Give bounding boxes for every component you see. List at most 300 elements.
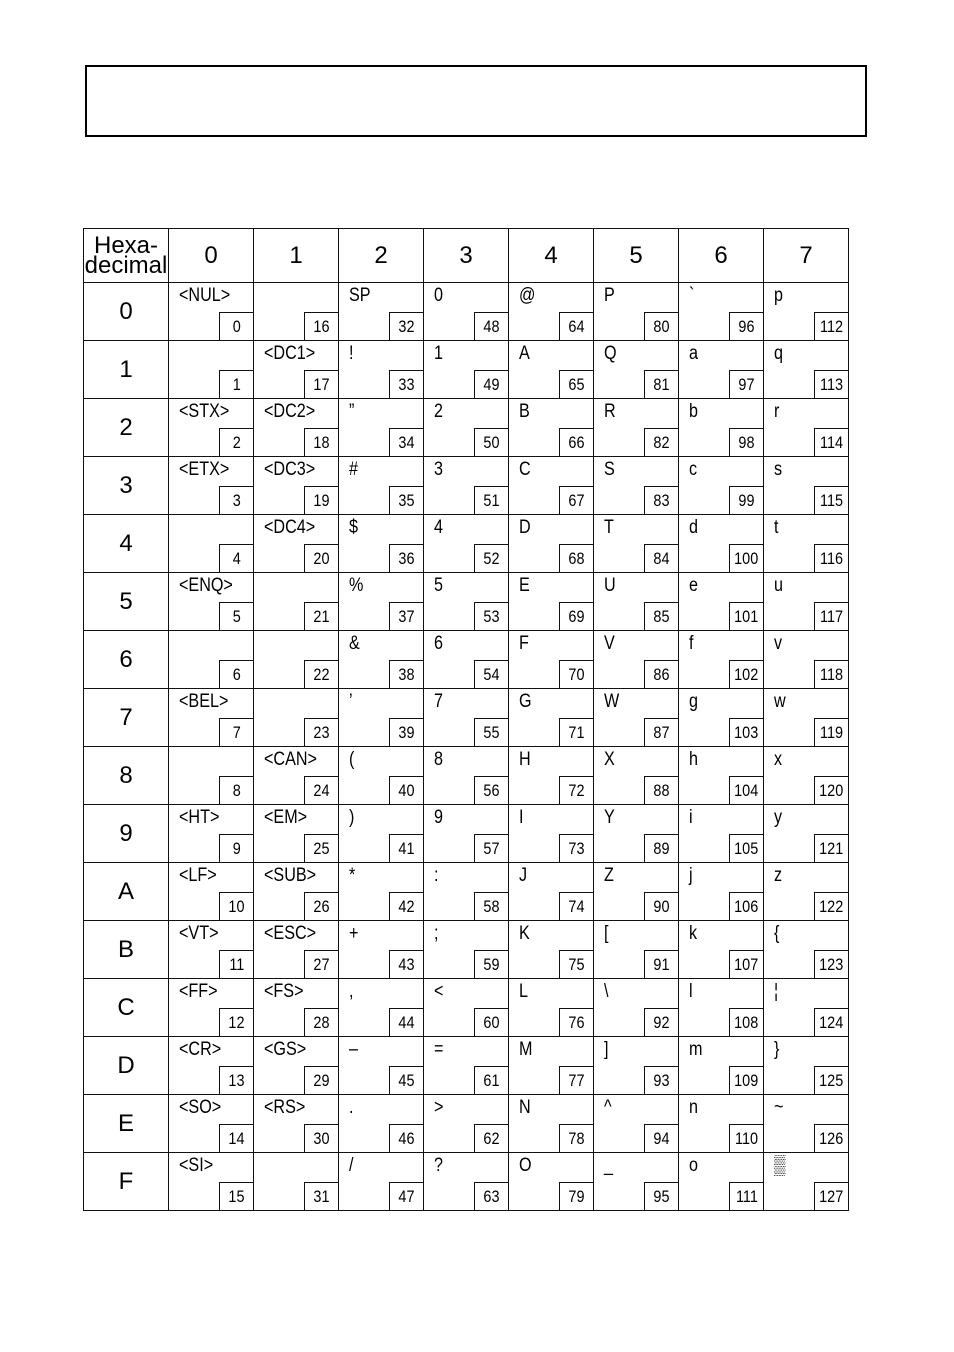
decimal-code-box — [559, 370, 593, 398]
code-cell — [679, 573, 764, 631]
code-cell — [679, 805, 764, 863]
decimal-code: 115 — [819, 491, 844, 510]
code-cell — [254, 515, 339, 573]
character-label: <NUL> — [179, 285, 231, 306]
character-label: <HT> — [179, 807, 220, 828]
decimal-code-box — [389, 1182, 423, 1210]
decimal-code: 68 — [568, 549, 585, 568]
decimal-code: 122 — [819, 897, 844, 916]
code-cell — [169, 631, 254, 689]
character-label: H — [519, 749, 531, 770]
decimal-code: 27 — [313, 955, 330, 974]
code-cell — [254, 1037, 339, 1095]
code-cell — [254, 283, 339, 341]
decimal-code: 36 — [398, 549, 415, 568]
code-cell — [679, 689, 764, 747]
code-cell — [339, 689, 424, 747]
character-label: x — [774, 749, 783, 770]
character-label: s — [774, 459, 783, 480]
decimal-code-box — [389, 428, 423, 456]
character-label: <DC2> — [264, 401, 316, 422]
decimal-code: 0 — [232, 317, 241, 336]
decimal-code-box — [644, 544, 678, 572]
decimal-code-box — [559, 486, 593, 514]
decimal-code: 44 — [398, 1013, 415, 1032]
code-cell — [339, 573, 424, 631]
character-label: j — [689, 865, 693, 886]
decimal-code-box — [559, 776, 593, 804]
table-row — [84, 399, 849, 457]
decimal-code-box — [814, 1066, 848, 1094]
code-cell — [509, 979, 594, 1037]
code-cell — [169, 399, 254, 457]
character-label: I — [519, 807, 524, 828]
decimal-code: 112 — [819, 317, 844, 336]
character-label: 9 — [434, 807, 443, 828]
table-row — [84, 631, 849, 689]
decimal-code-box — [219, 486, 253, 514]
decimal-code-box — [304, 718, 338, 746]
decimal-code-box — [389, 776, 423, 804]
decimal-code-box — [814, 776, 848, 804]
code-cell — [509, 921, 594, 979]
character-label: 3 — [434, 459, 443, 480]
code-cell — [339, 283, 424, 341]
decimal-code: 64 — [568, 317, 585, 336]
table-row — [84, 341, 849, 399]
code-cell — [679, 1153, 764, 1211]
code-cell — [509, 573, 594, 631]
table-row — [84, 805, 849, 863]
decimal-code-box — [474, 1066, 508, 1094]
decimal-code: 45 — [398, 1071, 415, 1090]
character-label: F — [519, 633, 529, 654]
character-label: < — [434, 981, 444, 1002]
decimal-code: 55 — [483, 723, 500, 742]
decimal-code: 30 — [313, 1129, 330, 1148]
decimal-code-box — [729, 428, 763, 456]
character-label: K — [519, 923, 530, 944]
decimal-code: 62 — [483, 1129, 500, 1148]
character-label: M — [519, 1039, 533, 1060]
character-label: <FS> — [264, 981, 304, 1002]
decimal-code: 37 — [398, 607, 415, 626]
table-row — [84, 515, 849, 573]
table-row — [84, 283, 849, 341]
code-cell — [424, 863, 509, 921]
character-label: <CAN> — [264, 749, 317, 770]
decimal-code-box — [814, 892, 848, 920]
decimal-code: 71 — [568, 723, 585, 742]
character-label: S — [604, 459, 615, 480]
code-cell — [594, 399, 679, 457]
decimal-code: 81 — [653, 375, 670, 394]
code-cell — [679, 515, 764, 573]
table-row — [84, 1095, 849, 1153]
character-label: w — [774, 691, 786, 712]
code-cell — [254, 399, 339, 457]
decimal-code: 83 — [653, 491, 670, 510]
character-label: ) — [349, 807, 355, 828]
decimal-code: 35 — [398, 491, 415, 510]
decimal-code-box — [389, 660, 423, 688]
character-label: ; — [434, 923, 439, 944]
code-cell — [679, 979, 764, 1037]
code-cell — [424, 399, 509, 457]
character-label: U — [604, 575, 616, 596]
character-label: f — [689, 633, 694, 654]
decimal-code: 107 — [734, 955, 759, 974]
decimal-code: 98 — [738, 433, 755, 452]
code-cell — [254, 1095, 339, 1153]
decimal-code-box — [304, 660, 338, 688]
code-cell — [424, 921, 509, 979]
character-label: > — [434, 1097, 444, 1118]
decimal-code: 116 — [819, 549, 844, 568]
decimal-code: 9 — [232, 839, 241, 858]
character-label: u — [774, 575, 783, 596]
decimal-code: 19 — [313, 491, 330, 510]
code-cell — [594, 863, 679, 921]
code-cell — [254, 805, 339, 863]
column-header: 3 — [424, 229, 509, 283]
code-cell — [339, 341, 424, 399]
code-cell — [509, 631, 594, 689]
decimal-code: 127 — [819, 1187, 844, 1206]
decimal-code: 67 — [568, 491, 585, 510]
row-header: 6 — [84, 631, 169, 689]
decimal-code: 121 — [819, 839, 844, 858]
decimal-code: 82 — [653, 433, 670, 452]
decimal-code-box — [474, 1182, 508, 1210]
row-header: C — [84, 979, 169, 1037]
decimal-code-box — [559, 834, 593, 862]
character-label: + — [349, 923, 359, 944]
decimal-code: 66 — [568, 433, 585, 452]
decimal-code: 26 — [313, 897, 330, 916]
code-cell — [169, 341, 254, 399]
code-cell — [764, 457, 849, 515]
row-header: D — [84, 1037, 169, 1095]
decimal-code: 108 — [734, 1013, 759, 1032]
decimal-code-box — [304, 1182, 338, 1210]
code-cell — [254, 979, 339, 1037]
code-cell — [169, 747, 254, 805]
character-label: ’ — [349, 691, 353, 712]
code-cell — [679, 283, 764, 341]
decimal-code: 105 — [734, 839, 759, 858]
code-cell — [169, 457, 254, 515]
character-label: a — [689, 343, 698, 364]
decimal-code-box — [729, 602, 763, 630]
decimal-code: 7 — [232, 723, 241, 742]
decimal-code-box — [644, 428, 678, 456]
code-cell — [424, 1153, 509, 1211]
decimal-code: 14 — [228, 1129, 245, 1148]
decimal-code-box — [729, 1124, 763, 1152]
decimal-code: 80 — [653, 317, 670, 336]
character-label: b — [689, 401, 698, 422]
column-header: 4 — [509, 229, 594, 283]
character-label: / — [349, 1155, 354, 1176]
decimal-code-box — [304, 544, 338, 572]
decimal-code-box — [644, 370, 678, 398]
character-label: 4 — [434, 517, 443, 538]
decimal-code-box — [389, 892, 423, 920]
decimal-code-box — [814, 428, 848, 456]
decimal-code-box — [219, 370, 253, 398]
row-header: 3 — [84, 457, 169, 515]
decimal-code: 53 — [483, 607, 500, 626]
decimal-code: 75 — [568, 955, 585, 974]
character-label: { — [774, 923, 780, 944]
decimal-code: 40 — [398, 781, 415, 800]
row-header: 8 — [84, 747, 169, 805]
code-cell — [424, 457, 509, 515]
decimal-code-box — [814, 602, 848, 630]
code-cell — [509, 689, 594, 747]
character-label: h — [689, 749, 698, 770]
character-label: $ — [349, 517, 358, 538]
decimal-code-box — [729, 370, 763, 398]
character-label: d — [689, 517, 698, 538]
code-cell — [764, 979, 849, 1037]
decimal-code: 33 — [398, 375, 415, 394]
code-cell — [594, 805, 679, 863]
decimal-code-box — [474, 776, 508, 804]
code-cell — [764, 573, 849, 631]
code-cell — [254, 573, 339, 631]
character-label: i — [689, 807, 693, 828]
decimal-code-box — [474, 834, 508, 862]
code-cell — [509, 457, 594, 515]
code-cell — [169, 979, 254, 1037]
decimal-code: 10 — [228, 897, 245, 916]
character-label: g — [689, 691, 698, 712]
character-label: n — [689, 1097, 698, 1118]
decimal-code: 8 — [232, 781, 241, 800]
table-row — [84, 457, 849, 515]
code-cell — [679, 457, 764, 515]
character-label: q — [774, 343, 783, 364]
decimal-code-box — [729, 544, 763, 572]
column-header: 6 — [679, 229, 764, 283]
decimal-code: 118 — [819, 665, 844, 684]
decimal-code: 31 — [313, 1187, 330, 1206]
decimal-code-box — [474, 370, 508, 398]
code-cell — [509, 341, 594, 399]
character-label: * — [349, 865, 356, 886]
decimal-code: 103 — [734, 723, 759, 742]
decimal-code: 18 — [313, 433, 330, 452]
decimal-code: 61 — [483, 1071, 500, 1090]
character-label: J — [519, 865, 528, 886]
code-cell — [339, 631, 424, 689]
decimal-code: 16 — [313, 317, 330, 336]
decimal-code-box — [644, 1124, 678, 1152]
decimal-code-box — [814, 660, 848, 688]
decimal-code: 23 — [313, 723, 330, 742]
code-cell — [764, 747, 849, 805]
decimal-code-box — [559, 602, 593, 630]
decimal-code: 99 — [738, 491, 755, 510]
column-header: 2 — [339, 229, 424, 283]
decimal-code-box — [729, 1066, 763, 1094]
code-cell — [169, 1095, 254, 1153]
decimal-code-box — [389, 312, 423, 340]
decimal-code: 119 — [819, 723, 844, 742]
decimal-code: 54 — [483, 665, 500, 684]
character-label: – — [349, 1039, 358, 1060]
character-label: 7 — [434, 691, 443, 712]
decimal-code: 1 — [232, 375, 241, 394]
character-label: G — [519, 691, 532, 712]
character-label: T — [604, 517, 614, 538]
row-header: E — [84, 1095, 169, 1153]
decimal-code: 2 — [232, 433, 241, 452]
character-label: = — [434, 1039, 444, 1060]
decimal-code-box — [304, 312, 338, 340]
decimal-code: 59 — [483, 955, 500, 974]
character-label: <DC3> — [264, 459, 316, 480]
character-label: <ETX> — [179, 459, 230, 480]
character-label: _ — [604, 1155, 613, 1176]
decimal-code-box — [304, 1066, 338, 1094]
decimal-code: 88 — [653, 781, 670, 800]
code-cell — [764, 341, 849, 399]
decimal-code-box — [814, 718, 848, 746]
decimal-code: 123 — [819, 955, 844, 974]
decimal-code: 125 — [819, 1071, 844, 1090]
character-label: <VT> — [179, 923, 219, 944]
decimal-code: 50 — [483, 433, 500, 452]
character-label: @ — [519, 285, 536, 306]
decimal-code-box — [644, 718, 678, 746]
decimal-code: 65 — [568, 375, 585, 394]
decimal-code-box — [389, 1124, 423, 1152]
code-cell — [679, 1095, 764, 1153]
code-cell — [509, 1095, 594, 1153]
character-label: 8 — [434, 749, 443, 770]
decimal-code-box — [304, 486, 338, 514]
decimal-code: 76 — [568, 1013, 585, 1032]
character-label: ▒ — [774, 1155, 786, 1176]
decimal-code-box — [814, 834, 848, 862]
code-cell — [169, 689, 254, 747]
decimal-code: 4 — [232, 549, 241, 568]
decimal-code-box — [559, 1124, 593, 1152]
character-label: ? — [434, 1155, 443, 1176]
decimal-code-box — [644, 660, 678, 688]
code-cell — [339, 921, 424, 979]
decimal-code-box — [219, 602, 253, 630]
code-cell — [764, 1095, 849, 1153]
decimal-code-box — [219, 950, 253, 978]
decimal-code-box — [219, 660, 253, 688]
code-cell — [254, 631, 339, 689]
code-cell — [679, 863, 764, 921]
decimal-code-box — [644, 776, 678, 804]
code-cell — [509, 283, 594, 341]
character-label: E — [519, 575, 530, 596]
code-cell — [509, 863, 594, 921]
decimal-code-box — [559, 1182, 593, 1210]
character-label: P — [604, 285, 615, 306]
decimal-code-box — [729, 1008, 763, 1036]
character-label: p — [774, 285, 783, 306]
decimal-code-box — [219, 892, 253, 920]
code-cell — [764, 863, 849, 921]
decimal-code: 78 — [568, 1129, 585, 1148]
decimal-code-box — [814, 1124, 848, 1152]
decimal-code: 94 — [653, 1129, 670, 1148]
code-cell — [764, 283, 849, 341]
decimal-code: 41 — [398, 839, 415, 858]
code-cell — [169, 283, 254, 341]
code-cell — [169, 863, 254, 921]
decimal-code-box — [304, 776, 338, 804]
decimal-code: 60 — [483, 1013, 500, 1032]
code-cell — [764, 1037, 849, 1095]
code-cell — [764, 515, 849, 573]
decimal-code: 69 — [568, 607, 585, 626]
character-label: y — [774, 807, 783, 828]
character-label: A — [519, 343, 530, 364]
character-label: 5 — [434, 575, 443, 596]
character-label: <RS> — [264, 1097, 306, 1118]
code-cell — [254, 1153, 339, 1211]
decimal-code-box — [814, 1182, 848, 1210]
decimal-code-box — [304, 1124, 338, 1152]
character-label: ` — [689, 285, 695, 306]
character-label: <DC4> — [264, 517, 316, 538]
decimal-code: 12 — [228, 1013, 245, 1032]
decimal-code: 63 — [483, 1187, 500, 1206]
code-cell — [764, 631, 849, 689]
code-cell — [764, 689, 849, 747]
table-row — [84, 1037, 849, 1095]
character-label: Y — [604, 807, 615, 828]
row-header: 0 — [84, 283, 169, 341]
decimal-code: 77 — [568, 1071, 585, 1090]
code-cell — [339, 399, 424, 457]
decimal-code: 6 — [232, 665, 241, 684]
code-cell — [339, 515, 424, 573]
decimal-code-box — [644, 1182, 678, 1210]
decimal-code: 56 — [483, 781, 500, 800]
decimal-code-box — [644, 1008, 678, 1036]
decimal-code-box — [474, 1008, 508, 1036]
decimal-code: 70 — [568, 665, 585, 684]
column-header: 0 — [169, 229, 254, 283]
decimal-code-box — [559, 950, 593, 978]
decimal-code-box — [559, 544, 593, 572]
code-cell — [764, 1153, 849, 1211]
code-cell — [339, 863, 424, 921]
code-cell — [424, 805, 509, 863]
character-label: W — [604, 691, 620, 712]
decimal-code-box — [474, 660, 508, 688]
decimal-code: 32 — [398, 317, 415, 336]
code-cell — [509, 399, 594, 457]
character-label: R — [604, 401, 616, 422]
decimal-code-box — [304, 1008, 338, 1036]
code-cell — [254, 863, 339, 921]
code-cell — [594, 341, 679, 399]
row-header: F — [84, 1153, 169, 1211]
code-cell — [594, 747, 679, 805]
code-cell — [509, 1153, 594, 1211]
